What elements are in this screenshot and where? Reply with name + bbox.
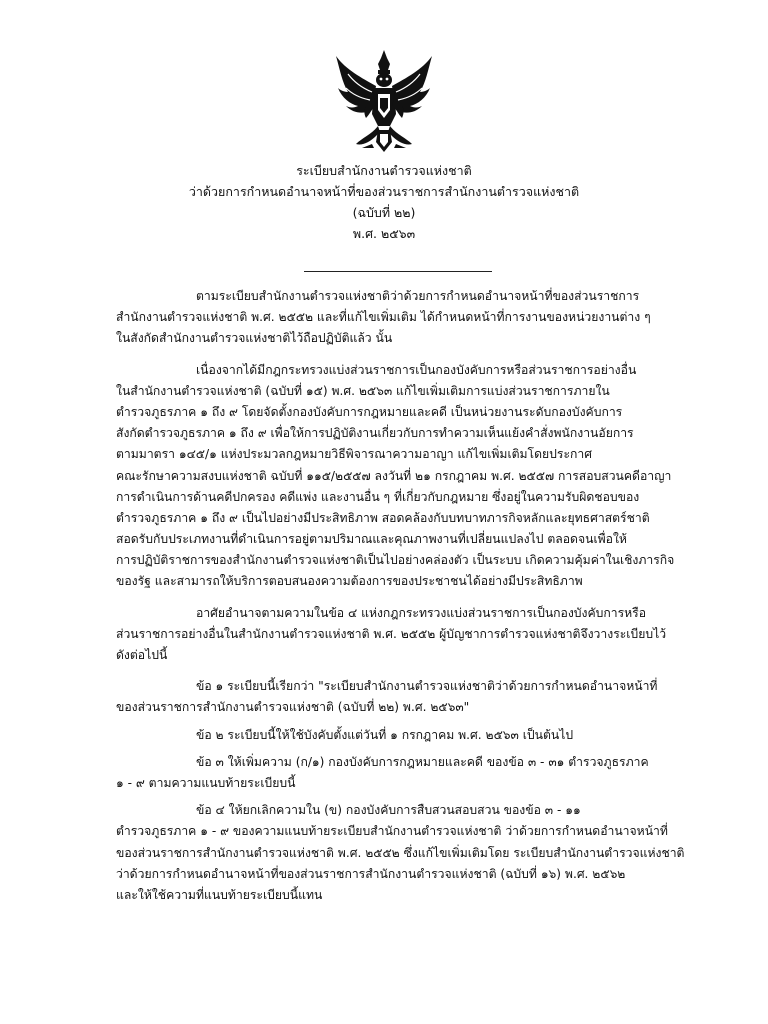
title-line: ว่าด้วยการกำหนดอำนาจหน้าที่ของส่วนราชการสำนักงานตำรวจแห่งชาติ bbox=[188, 184, 580, 199]
text-line: สำนักงานตำรวจแห่งชาติ พ.ศ. ๒๕๕๒ และที่แก้ไขเพิ่มเติม ได้กำหนดหน้าที่การงานของหน่วยงานต่าง ๆ bbox=[116, 310, 651, 325]
text-line: และให้ใช้ความที่แนบท้ายระเบียบนี้แทน bbox=[116, 887, 323, 902]
document-title bbox=[0, 160, 768, 244]
text-line: สอดรับกับประเภทงานที่ดำเนินการอยู่ตามปริมาณและคุณภาพงานที่เปลี่ยนแปลงไป ตลอดจนเพื่อให้ bbox=[116, 532, 627, 547]
text-line: ดังต่อไปนี้ bbox=[116, 648, 168, 662]
text-line: การปฏิบัติราชการของสำนักงานตำรวจแห่งชาติเป็นไปอย่างคล่องตัว เป็นระบบ เกิดความคุ้มค่าในเชิงภารกิจ bbox=[116, 553, 675, 568]
text-line: เนื่องจากได้มีกฎกระทรวงแบ่งส่วนราชการเป็นกองบังคับการหรือส่วนราชการอย่างอื่น bbox=[196, 362, 637, 377]
title-line: ระเบียบสำนักงานตำรวจแห่งชาติ bbox=[296, 163, 472, 178]
text-line: ข้อ ๑ ระเบียบนี้เรียกว่า "ระเบียบสำนักงานตำรวจแห่งชาติว่าด้วยการกำหนดอำนาจหน้าที่ bbox=[196, 679, 658, 694]
text-line: ของส่วนราชการสำนักงานตำรวจแห่งชาติ (ฉบับที่ ๒๒) พ.ศ. ๒๕๖๓" bbox=[116, 700, 470, 715]
text-line: ส่วนราชการอย่างอื่นในสำนักงานตำรวจแห่งชาติ พ.ศ. ๒๕๕๒ ผู้บัญชาการตำรวจแห่งชาติจึงวางระเบียบไว้ bbox=[116, 626, 667, 641]
garuda-emblem-icon bbox=[332, 48, 436, 156]
paragraph-gap bbox=[116, 593, 710, 603]
paragraph-preamble bbox=[116, 286, 710, 350]
text-line: ของส่วนราชการสำนักงานตำรวจแห่งชาติ พ.ศ. ๒๕๕๒ ซึ่งแก้ไขเพิ่มเติมโดย ระเบียบสำนักงานตำรวจแห่งชาติ bbox=[116, 845, 685, 860]
text-line: ตำรวจภูธรภาค ๑ ถึง ๙ เป็นไปอย่างมีประสิทธิภาพ สอดคล้องกับบทบาทภารกิจหลักและยุทธศาสตร์ชาติ bbox=[116, 510, 650, 525]
paragraph-reason bbox=[116, 360, 710, 593]
document-body bbox=[116, 286, 710, 906]
text-line: ตำรวจภูธรภาค ๑ ถึง ๙ โดยจัดตั้งกองบังคับการกฎหมายและคดี เป็นหน่วยงานระดับกองบังคับการ bbox=[116, 404, 623, 419]
clause-4 bbox=[116, 800, 710, 906]
clause-2 bbox=[116, 725, 710, 746]
text-line: ๑ - ๙ ตามความแนบท้ายระเบียบนี้ bbox=[116, 775, 296, 790]
text-line: ตามมาตรา ๑๔๕/๑ แห่งประมวลกฎหมายวิธีพิจารณาความอาญา แก้ไขเพิ่มเติมโดยประกาศ bbox=[116, 447, 592, 462]
text-line: ของรัฐ และสามารถให้บริการตอบสนองความต้องการของประชาชนได้อย่างมีประสิทธิภาพ bbox=[116, 574, 583, 589]
text-line: ในสังกัดสำนักงานตำรวจแห่งชาติไว้ถือปฏิบัติแล้ว นั้น bbox=[116, 331, 393, 346]
clause-1 bbox=[116, 676, 710, 718]
paragraph-authority bbox=[116, 603, 710, 667]
text-line: ข้อ ๒ ระเบียบนี้ให้ใช้บังคับตั้งแต่วันที่ ๑ กรกฎาคม พ.ศ. ๒๕๖๓ เป็นต้นไป bbox=[196, 727, 574, 742]
text-line: อาศัยอำนาจตามความในข้อ ๔ แห่งกฎกระทรวงแบ่งส่วนราชการเป็นกองบังคับการหรือ bbox=[196, 605, 647, 620]
text-line: ตำรวจภูธรภาค ๑ - ๙ ของความแนบท้ายระเบียบสำนักงานตำรวจแห่งชาติ ว่าด้วยการกำหนดอำนาจหน้าที่ bbox=[116, 824, 668, 839]
paragraph-gap bbox=[116, 666, 710, 676]
title-divider bbox=[304, 271, 492, 272]
text-line: ตามระเบียบสำนักงานตำรวจแห่งชาติว่าด้วยการกำหนดอำนาจหน้าที่ของส่วนราชการ bbox=[196, 289, 640, 303]
paragraph-gap bbox=[116, 350, 710, 360]
text-line: ในสำนักงานตำรวจแห่งชาติ (ฉบับที่ ๑๕) พ.ศ. ๒๕๖๓ แก้ไขเพิ่มเติมการแบ่งส่วนราชการภายใน bbox=[116, 383, 610, 398]
text-line: ว่าด้วยการกำหนดอำนาจหน้าที่ของส่วนราชการสำนักงานตำรวจแห่งชาติ (ฉบับที่ ๑๖) พ.ศ. ๒๕๖๒ bbox=[116, 866, 626, 881]
text-line: ข้อ ๔ ให้ยกเลิกความใน (ข) กองบังคับการสืบสวนสอบสวน ของข้อ ๓ - ๑๑ bbox=[196, 803, 581, 818]
text-line: คณะรักษาความสงบแห่งชาติ ฉบับที่ ๑๑๕/๒๕๕๗ ลงวันที่ ๒๑ กรกฎาคม พ.ศ. ๒๕๕๗ การสอบสวนคดีอาญา bbox=[116, 468, 672, 483]
title-line: (ฉบับที่ ๒๒) bbox=[352, 205, 416, 220]
clause-3 bbox=[116, 752, 710, 794]
title-line: พ.ศ. ๒๕๖๓ bbox=[352, 226, 416, 241]
text-line: สังกัดตำรวจภูธรภาค ๑ ถึง ๙ เพื่อให้การปฏิบัติงานเกี่ยวกับการทำความเห็นแย้งคำสั่งพนักงานอัยการ bbox=[116, 426, 634, 441]
text-line: การดำเนินการด้านคดีปกครอง คดีแพ่ง และงานอื่น ๆ ที่เกี่ยวกับกฎหมาย ซึ่งอยู่ในความรับผิดชอบของ bbox=[116, 489, 640, 504]
text-line: ข้อ ๓ ให้เพิ่มความ (ก/๑) กองบังคับการกฎหมายและคดี ของข้อ ๓ - ๓๑ ตำรวจภูธรภาค bbox=[196, 754, 649, 769]
